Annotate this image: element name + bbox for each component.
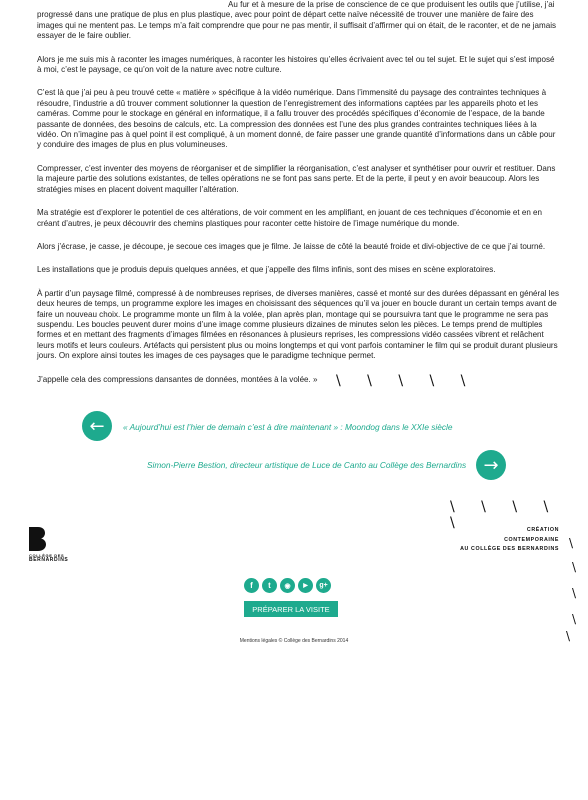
logo-mark-icon [29, 527, 47, 551]
paragraph: C’est là que j’ai peu à peu trouvé cette « matière » spécifique à la vidéo numérique. Dans l’immensité du paysage des contraintes techniques à résoudre, l’industrie a dû trouver comment solutionner la question de l’enregistrement des informations captées par les appareils photo et les caméras. Comme pour le stockage en général en informatique, il a fallu trouver des procédés spécifiques d’économie de l’espace, de la bande passante de données, des besoins de calculs, etc. La compression des données est l’une des plus grandes contraintes techniques liées à la vidéo. On n’imagine pas à quel point il est compliqué, à un moment donné, de faire passer une grande quantité d’informations dans un câble pour y conduire des images de plus en plus volumineuses. [37, 88, 556, 150]
decorative-slash: \ [572, 612, 577, 626]
googleplus-icon[interactable]: g+ [316, 578, 331, 593]
logo-line: BERNARDINS [29, 557, 69, 563]
youtube-icon[interactable]: ▶ [298, 578, 313, 593]
next-article-link[interactable]: Simon-Pierre Bestion, directeur artistique de Luce de Canto au Collège des Bernardins [147, 460, 467, 470]
tagline-line: AU COLLÈGE DES BERNARDINS [460, 546, 559, 553]
facebook-icon[interactable]: f [244, 578, 259, 593]
site-tagline [460, 526, 559, 555]
previous-article-link[interactable]: « Aujourd’hui est l’hier de demain c’est à dire maintenant » : Moondog dans le XXIe siècle [123, 422, 453, 432]
previous-article-button[interactable] [82, 411, 112, 441]
article-body [37, 0, 559, 398]
decorative-slashes: \ \ \ \ \ [336, 373, 477, 389]
decorative-slash: \ [572, 560, 577, 574]
instagram-icon[interactable]: ◉ [280, 578, 295, 593]
decorative-slash: \ [572, 586, 577, 600]
logo-text [29, 553, 68, 563]
decorative-slash: \ [569, 536, 574, 550]
paragraph: À partir d’un paysage filmé, compressé à de nombreuses reprises, de diverses manières, cassé et monté sur des durées dépassant en général les deux heures de temps, un programme explore les images en choisissant des séquences qu’il va jouer en boucle durant un certain temps avant de faire un nouveau choix. Le programme monte un film à la volée, plan après plan, montage qui se poursuivra tant que le programme ne sera pas suspendu. Les boucles peuvent durer moins d’une image comme plusieurs dizaines de minutes selon les pièces. Le temps prend de multiples formes et en mettant des fragments d’images filmées en résonances à plusieurs reprises, les compressions vidéo cassées vibrent et relâchent leurs motifs et leurs couleurs. Artéfacts qui persistent plus ou moins longtemps et qui vont parfois contaminer le film qui se produit durant plusieurs jours. On explore ainsi toutes les images de ces paysages que le paradigme technique permet. [37, 288, 559, 361]
decorative-slashes: \ \ \ \ \ [450, 499, 560, 531]
social-links [244, 578, 331, 593]
twitter-icon[interactable]: t [262, 578, 277, 593]
logo-line: COLLÈGE DES [29, 553, 65, 558]
arrow-left-icon: ← [89, 415, 105, 437]
bernardins-logo[interactable] [29, 527, 47, 556]
paragraph: Ma stratégie est d’explorer le potentiel de ces altérations, de voir comment en les amplifiant, en jouant de ces techniques d’économie et en en créant d’autres, je peux découvrir des chemins plastiques pour raconter cette histoire de l’image numérique du monde. [37, 208, 543, 228]
paragraph: J’appelle cela des compressions dansantes de données, montées à la volée. » [37, 374, 318, 384]
next-article-button[interactable] [476, 450, 506, 480]
tagline-line: CRÉATION [526, 527, 559, 533]
paragraph: Au fur et à mesure de la prise de conscience de ce que produisent les outils que j’utilise, j’ai progressé dans une pratique de plus en plus plastique, avec pour point de départ cette naïve nécessité de trouver une manière de faire des images qui ne mentent pas. Le temps m’a fait comprendre que pour ne pas mentir, il suffisait d’affirmer qui on était, de le raconter, et de ne jamais essayer de le faire oublier. [37, 0, 557, 41]
paragraph: Alors j’écrase, je casse, je découpe, je secoue ces images que je filme. Je laisse de côté la beauté froide et divi-objective de ce que j’ai tourné. [37, 241, 546, 251]
decorative-slash: \ [566, 629, 571, 643]
paragraph: Les installations que je produis depuis quelques années, et que j’appelle des films infinis, sont des mises en scène exploratoires. [37, 265, 496, 275]
footer-text[interactable]: Mentions légales © Collège des Bernardins 2014 [239, 638, 349, 644]
paragraph: Compresser, c’est inventer des moyens de réorganiser et de simplifier la réorganisation, c’est analyser et synthétiser pour ouvrir et restituer. Dans la majeure partie des solutions existantes, de telles opérations ne se font pas sans perte. Et de la perte, il peut y en avoir beaucoup. Alors les stratégies mises en placent doivent maquiller l’altération. [37, 163, 556, 194]
prepare-visit-button[interactable]: PRÉPARER LA VISITE [244, 601, 338, 617]
tagline-line: CONTEMPORAINE [504, 536, 559, 543]
paragraph: Alors je me suis mis à raconter les images numériques, à raconter les histoires qu’elles écrivaient avec tel ou tel sujet. Et le sujet qui s’est imposé à moi, c’est le paysage, ce qu’on voit de la nature avec notre culture. [37, 54, 555, 75]
arrow-right-icon: → [483, 454, 499, 476]
